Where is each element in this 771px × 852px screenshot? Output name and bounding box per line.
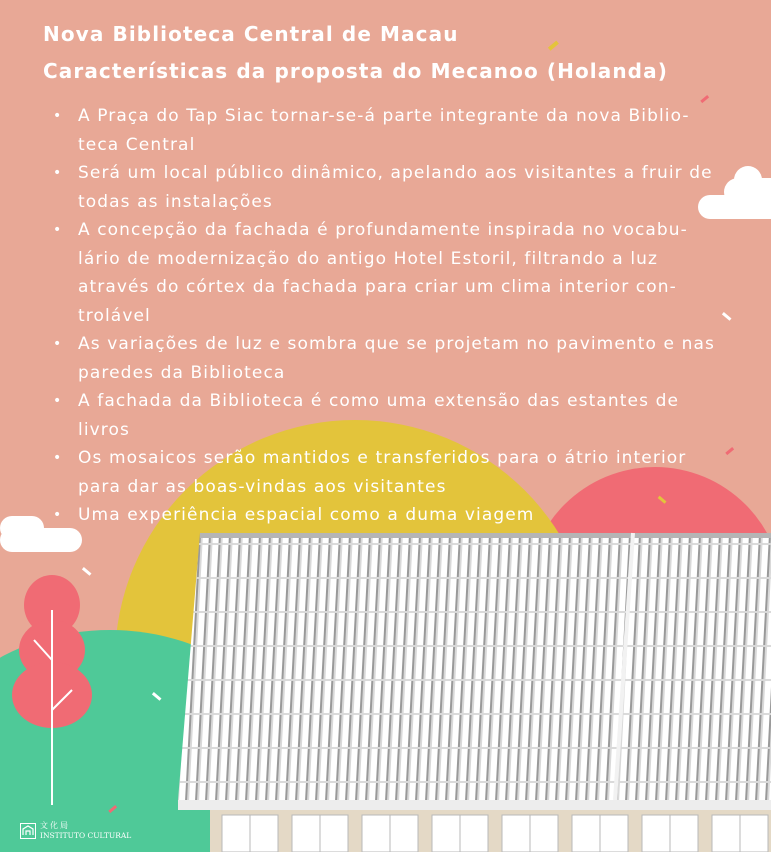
- bullet-icon: •: [53, 393, 63, 409]
- list-item: [53, 159, 723, 216]
- institute-logo: [20, 822, 131, 840]
- list-item-text: Os mosaicos serão mantidos e transferidos para o átrio interior para dar as boas-vindas aos visitantes: [78, 448, 687, 497]
- features-list: [53, 102, 723, 530]
- list-item: [53, 387, 723, 444]
- list-item: [53, 102, 723, 159]
- logo-english-name: INSTITUTO CULTURAL: [40, 831, 132, 840]
- list-item-text: As variações de luz e sombra que se projetam no pavimento e nas paredes da Biblioteca: [78, 334, 715, 383]
- bullet-icon: •: [53, 108, 63, 124]
- list-item-text: Uma experiência espacial como a duma viagem: [78, 505, 535, 525]
- list-item-text: A concepção da fachada é profundamente inspirada no vocabu-lário de modernização do antigo Hotel Estoril, filtrando a luz através do córtex da fachada para criar um clima interior con-trolável: [78, 220, 688, 326]
- list-item-text: A fachada da Biblioteca é como uma extensão das estantes de livros: [78, 391, 680, 440]
- bullet-icon: •: [53, 336, 63, 352]
- logo-chinese-name: 文化局: [40, 821, 70, 830]
- bullet-icon: •: [53, 222, 63, 238]
- page-title: Nova Biblioteca Central de Macau: [43, 22, 459, 46]
- list-item: [53, 501, 723, 530]
- bullet-icon: •: [53, 507, 63, 523]
- institute-logo-icon: [20, 823, 36, 839]
- bullet-icon: •: [53, 450, 63, 466]
- list-item-text: Será um local público dinâmico, apelando aos visitantes a fruir de todas as instalações: [78, 163, 713, 212]
- page-subtitle: Características da proposta do Mecanoo (Holanda): [43, 59, 668, 83]
- list-item: [53, 330, 723, 387]
- list-item-text: A Praça do Tap Siac tornar-se-á parte integrante da nova Biblio-teca Central: [78, 106, 690, 155]
- bullet-icon: •: [53, 165, 63, 181]
- list-item: [53, 444, 723, 501]
- library-building: [178, 533, 771, 852]
- list-item: [53, 216, 723, 330]
